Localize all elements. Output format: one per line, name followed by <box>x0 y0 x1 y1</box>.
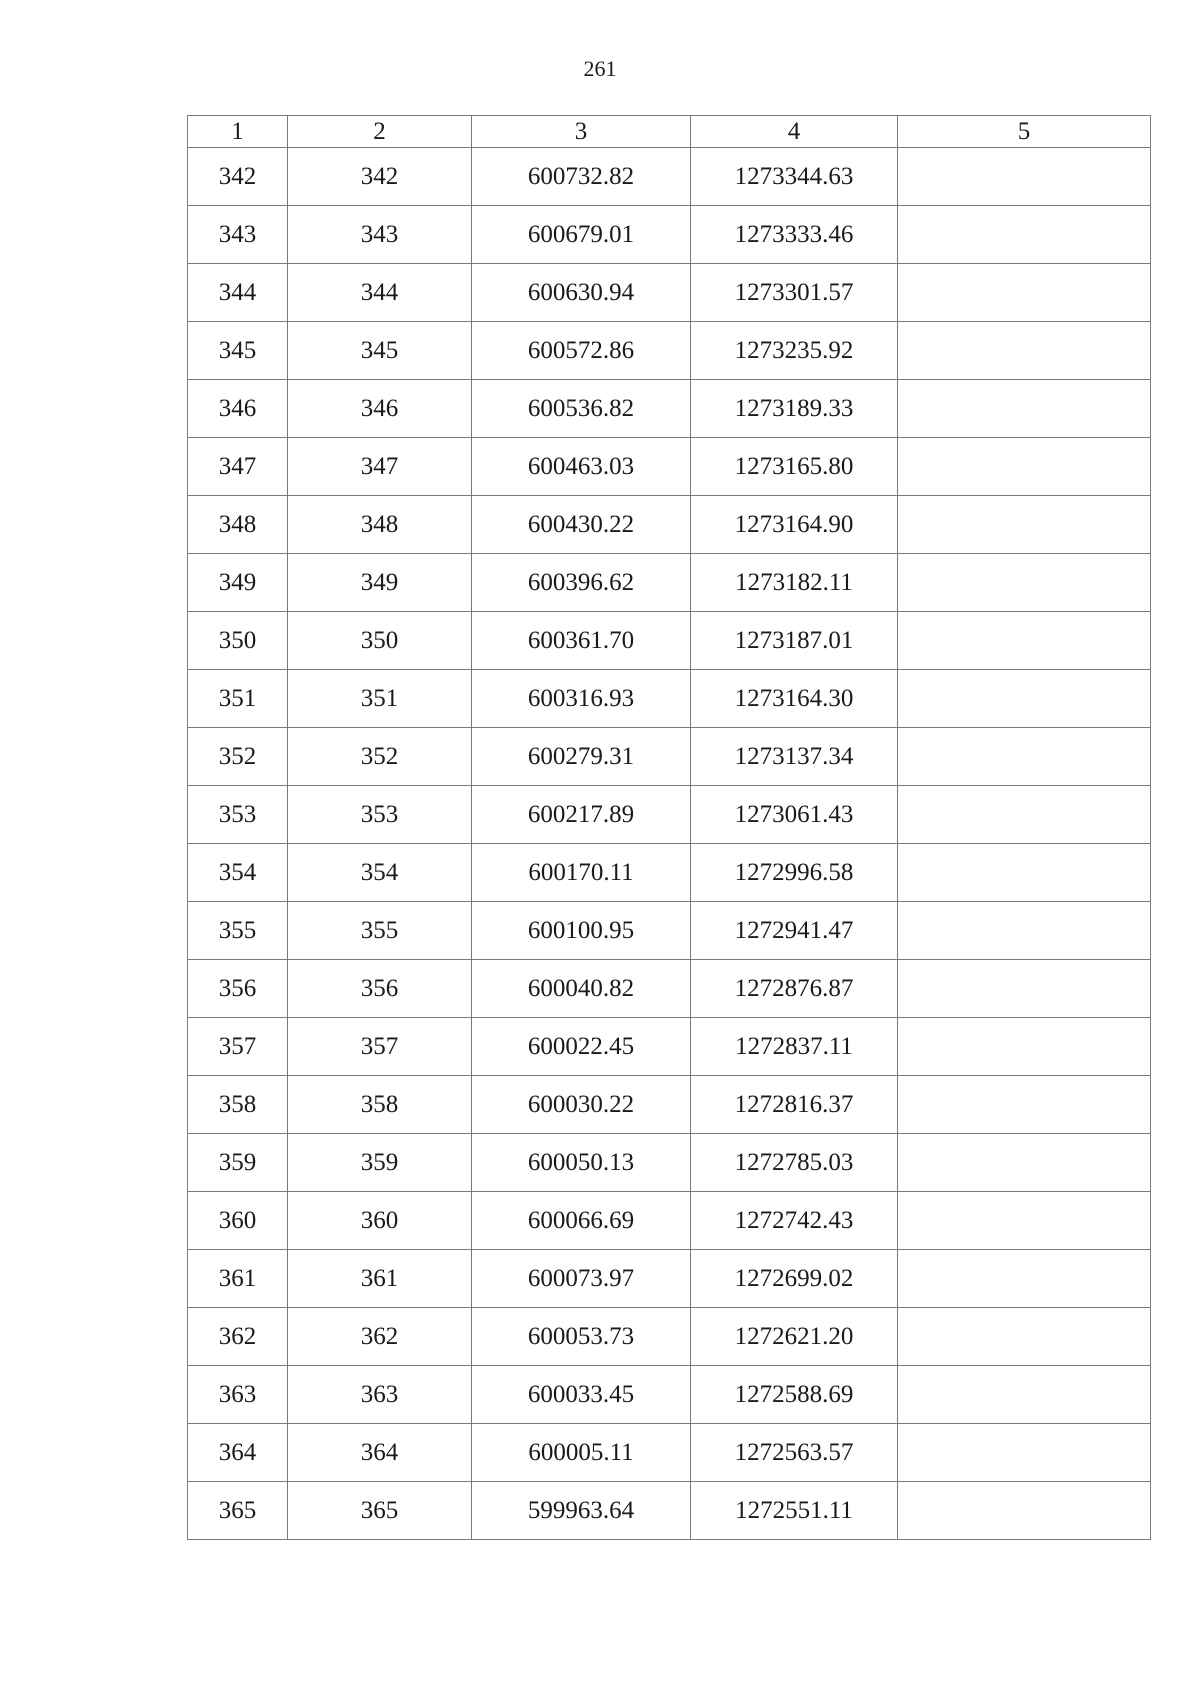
table-cell-col-1: 347 <box>188 438 288 496</box>
table-cell-col-2: 342 <box>288 148 472 206</box>
table-cell-col-5 <box>898 1250 1151 1308</box>
table-cell-col-4: 1272588.69 <box>691 1366 898 1424</box>
table-cell-col-2: 350 <box>288 612 472 670</box>
table-cell-col-4: 1273333.46 <box>691 206 898 264</box>
table-cell-col-2: 355 <box>288 902 472 960</box>
table-cell-col-3: 600463.03 <box>472 438 691 496</box>
table-cell-col-1: 351 <box>188 670 288 728</box>
table-row <box>188 1018 1151 1076</box>
table-cell-col-2: 352 <box>288 728 472 786</box>
table-cell-col-2: 359 <box>288 1134 472 1192</box>
column-header-3: 3 <box>472 116 691 148</box>
table-cell-col-2: 356 <box>288 960 472 1018</box>
table-cell-col-1: 365 <box>188 1482 288 1540</box>
table-row <box>188 1076 1151 1134</box>
table-cell-col-3: 600316.93 <box>472 670 691 728</box>
table-cell-col-3: 600430.22 <box>472 496 691 554</box>
table-cell-col-1: 357 <box>188 1018 288 1076</box>
table-cell-col-4: 1272996.58 <box>691 844 898 902</box>
table-row <box>188 1308 1151 1366</box>
table-cell-col-3: 600100.95 <box>472 902 691 960</box>
table-cell-col-1: 361 <box>188 1250 288 1308</box>
table-cell-col-4: 1272551.11 <box>691 1482 898 1540</box>
table-cell-col-1: 360 <box>188 1192 288 1250</box>
table-row <box>188 1134 1151 1192</box>
table-cell-col-2: 354 <box>288 844 472 902</box>
table-cell-col-5 <box>898 670 1151 728</box>
table-cell-col-1: 363 <box>188 1366 288 1424</box>
table-cell-col-4: 1273235.92 <box>691 322 898 380</box>
table-cell-col-3: 600050.13 <box>472 1134 691 1192</box>
table-row <box>188 1482 1151 1540</box>
table-cell-col-2: 348 <box>288 496 472 554</box>
table-cell-col-1: 349 <box>188 554 288 612</box>
table-cell-col-3: 599963.64 <box>472 1482 691 1540</box>
table-cell-col-3: 600361.70 <box>472 612 691 670</box>
table-row <box>188 496 1151 554</box>
table-cell-col-1: 355 <box>188 902 288 960</box>
table-cell-col-3: 600630.94 <box>472 264 691 322</box>
table-cell-col-5 <box>898 1366 1151 1424</box>
table-row <box>188 670 1151 728</box>
table-row <box>188 206 1151 264</box>
table-cell-col-4: 1272876.87 <box>691 960 898 1018</box>
table-cell-col-2: 364 <box>288 1424 472 1482</box>
table-cell-col-5 <box>898 554 1151 612</box>
table-cell-col-4: 1272816.37 <box>691 1076 898 1134</box>
table-cell-col-4: 1273301.57 <box>691 264 898 322</box>
table-row <box>188 728 1151 786</box>
table-cell-col-4: 1273061.43 <box>691 786 898 844</box>
table-cell-col-5 <box>898 1482 1151 1540</box>
table-cell-col-4: 1272621.20 <box>691 1308 898 1366</box>
table-cell-col-3: 600732.82 <box>472 148 691 206</box>
table-cell-col-1: 343 <box>188 206 288 264</box>
table-cell-col-4: 1273165.80 <box>691 438 898 496</box>
table-cell-col-2: 351 <box>288 670 472 728</box>
table-cell-col-3: 600572.86 <box>472 322 691 380</box>
table-row <box>188 1424 1151 1482</box>
table-row <box>188 612 1151 670</box>
table-cell-col-5 <box>898 438 1151 496</box>
table-cell-col-3: 600279.31 <box>472 728 691 786</box>
table-row <box>188 264 1151 322</box>
table-row <box>188 844 1151 902</box>
table-cell-col-4: 1273137.34 <box>691 728 898 786</box>
table-cell-col-4: 1273182.11 <box>691 554 898 612</box>
table-cell-col-4: 1273164.90 <box>691 496 898 554</box>
table-row <box>188 148 1151 206</box>
table-cell-col-2: 362 <box>288 1308 472 1366</box>
table-cell-col-2: 358 <box>288 1076 472 1134</box>
table-cell-col-5 <box>898 1308 1151 1366</box>
header-row <box>188 116 1151 148</box>
table-cell-col-5 <box>898 786 1151 844</box>
table-row <box>188 380 1151 438</box>
coordinates-table <box>187 115 1151 1540</box>
table-cell-col-5 <box>898 1018 1151 1076</box>
table-cell-col-5 <box>898 206 1151 264</box>
table-cell-col-2: 344 <box>288 264 472 322</box>
table-cell-col-5 <box>898 902 1151 960</box>
table-cell-col-1: 350 <box>188 612 288 670</box>
table-cell-col-4: 1272941.47 <box>691 902 898 960</box>
table-cell-col-5 <box>898 322 1151 380</box>
table-cell-col-2: 365 <box>288 1482 472 1540</box>
table-cell-col-5 <box>898 1424 1151 1482</box>
table-cell-col-5 <box>898 496 1151 554</box>
table-cell-col-2: 353 <box>288 786 472 844</box>
table-row <box>188 438 1151 496</box>
table-cell-col-2: 345 <box>288 322 472 380</box>
table-cell-col-1: 358 <box>188 1076 288 1134</box>
table-row <box>188 902 1151 960</box>
table-cell-col-3: 600396.62 <box>472 554 691 612</box>
table-cell-col-2: 346 <box>288 380 472 438</box>
column-header-2: 2 <box>288 116 472 148</box>
table-row <box>188 1192 1151 1250</box>
table-cell-col-3: 600053.73 <box>472 1308 691 1366</box>
column-header-4: 4 <box>691 116 898 148</box>
table-cell-col-1: 348 <box>188 496 288 554</box>
table-cell-col-1: 352 <box>188 728 288 786</box>
table-cell-col-3: 600033.45 <box>472 1366 691 1424</box>
table-cell-col-4: 1272742.43 <box>691 1192 898 1250</box>
table-cell-col-3: 600073.97 <box>472 1250 691 1308</box>
table-cell-col-3: 600005.11 <box>472 1424 691 1482</box>
table-cell-col-4: 1273164.30 <box>691 670 898 728</box>
table-cell-col-1: 359 <box>188 1134 288 1192</box>
column-header-1: 1 <box>188 116 288 148</box>
page-number: 261 <box>583 56 617 81</box>
table-cell-col-4: 1272563.57 <box>691 1424 898 1482</box>
table-cell-col-3: 600170.11 <box>472 844 691 902</box>
table-cell-col-5 <box>898 728 1151 786</box>
table-cell-col-4: 1272785.03 <box>691 1134 898 1192</box>
table-cell-col-1: 362 <box>188 1308 288 1366</box>
table-cell-col-5 <box>898 148 1151 206</box>
table-cell-col-2: 360 <box>288 1192 472 1250</box>
table-cell-col-4: 1273187.01 <box>691 612 898 670</box>
table-cell-col-2: 357 <box>288 1018 472 1076</box>
table-body <box>188 148 1151 1540</box>
table-cell-col-5 <box>898 264 1151 322</box>
table-cell-col-2: 347 <box>288 438 472 496</box>
table-cell-col-5 <box>898 380 1151 438</box>
table-cell-col-4: 1273344.63 <box>691 148 898 206</box>
table-cell-col-3: 600022.45 <box>472 1018 691 1076</box>
table-row <box>188 786 1151 844</box>
table-cell-col-5 <box>898 1192 1151 1250</box>
table-cell-col-5 <box>898 960 1151 1018</box>
table-cell-col-1: 356 <box>188 960 288 1018</box>
table-row <box>188 554 1151 612</box>
table-cell-col-3: 600217.89 <box>472 786 691 844</box>
table-cell-col-5 <box>898 612 1151 670</box>
table-row <box>188 322 1151 380</box>
table-cell-col-3: 600536.82 <box>472 380 691 438</box>
table-cell-col-1: 344 <box>188 264 288 322</box>
table-cell-col-4: 1272837.11 <box>691 1018 898 1076</box>
column-header-5: 5 <box>898 116 1151 148</box>
table-cell-col-5 <box>898 1134 1151 1192</box>
table-cell-col-1: 353 <box>188 786 288 844</box>
table-header <box>188 116 1151 148</box>
table-row <box>188 1366 1151 1424</box>
table-cell-col-1: 346 <box>188 380 288 438</box>
table-cell-col-1: 354 <box>188 844 288 902</box>
table-cell-col-4: 1272699.02 <box>691 1250 898 1308</box>
table-cell-col-3: 600030.22 <box>472 1076 691 1134</box>
table-row <box>188 1250 1151 1308</box>
table-cell-col-2: 361 <box>288 1250 472 1308</box>
table-cell-col-2: 343 <box>288 206 472 264</box>
table-cell-col-1: 364 <box>188 1424 288 1482</box>
table-cell-col-4: 1273189.33 <box>691 380 898 438</box>
table-cell-col-2: 349 <box>288 554 472 612</box>
table-cell-col-1: 345 <box>188 322 288 380</box>
table-row <box>188 960 1151 1018</box>
table-cell-col-3: 600040.82 <box>472 960 691 1018</box>
table-cell-col-2: 363 <box>288 1366 472 1424</box>
table-cell-col-3: 600066.69 <box>472 1192 691 1250</box>
table-cell-col-5 <box>898 1076 1151 1134</box>
table-cell-col-1: 342 <box>188 148 288 206</box>
table-cell-col-3: 600679.01 <box>472 206 691 264</box>
table-cell-col-5 <box>898 844 1151 902</box>
